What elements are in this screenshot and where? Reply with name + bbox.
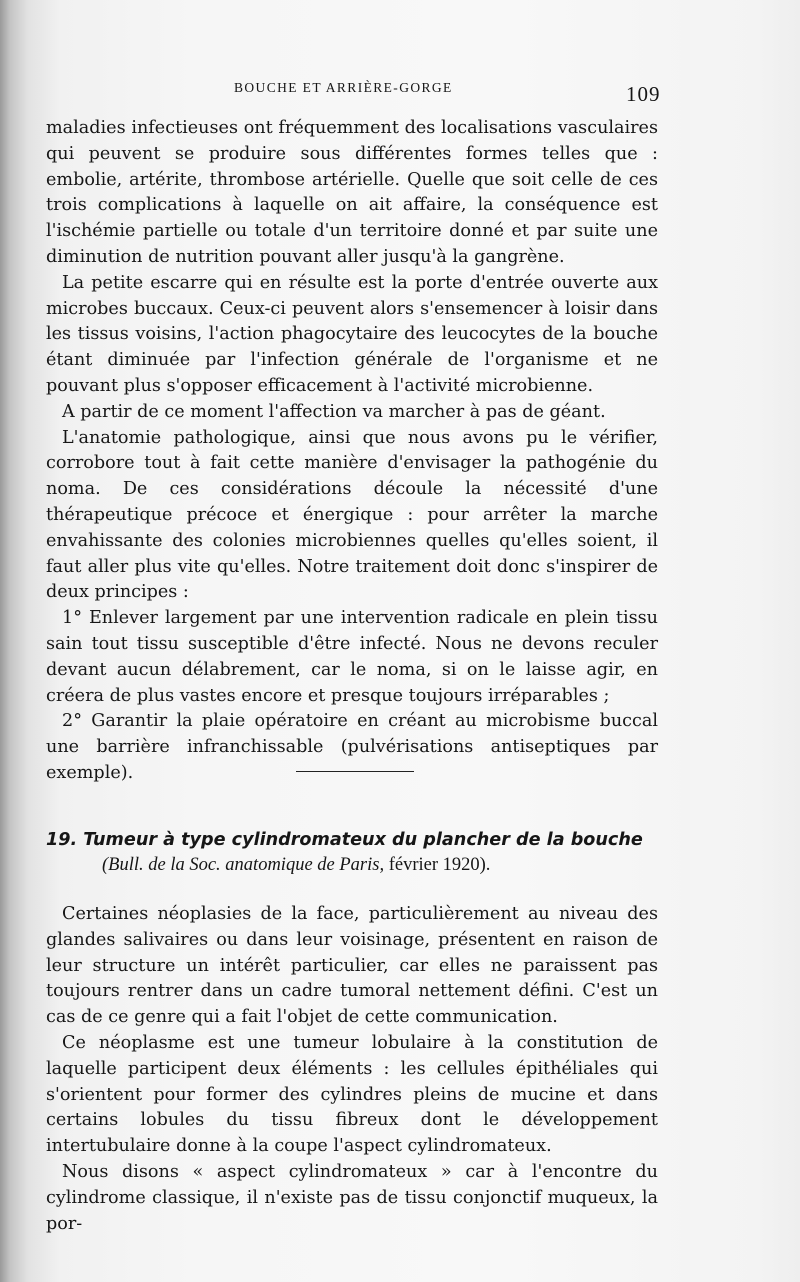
reference-journal: (Bull. de la Soc. anatomique de Paris, <box>102 855 385 875</box>
paragraph: La petite escarre qui en résulte est la porte d'entrée ouverte aux microbes buccaux. Ceux-ci peuvent alors s'ensemencer à loisir dans les tissus voisins, l'action phagocytaire des leucocytes de la bouche étant diminuée par l'infection générale de l'organisme et ne pouvant plus s'opposer efficacement à l'activité microbienne. <box>46 272 658 396</box>
paragraph: 1° Enlever largement par une intervention radicale en plein tissu sain tout tissu susceptible d'être infecté. Nous ne devons reculer devant aucun délabrement, car le noma, si on le laisse agir, en créera de plus vastes encore et presque toujours irréparables ; <box>46 608 658 706</box>
section-divider <box>296 771 414 772</box>
paragraph: A partir de ce moment l'affection va marcher à pas de géant. <box>62 401 606 422</box>
paragraph: maladies infectieuses ont fréquemment des localisations vasculaires qui peuvent se produire sous différentes formes telles que : embolie, artérite, thrombose artérielle. Quelle que soit celle de ces trois complications à laquelle on ait affaire, la conséquence est l'ischémie partielle ou totale d'un territoire donné et par suite une diminution de nutrition pouvant aller jusqu'à la gangrène. <box>46 118 658 267</box>
text-block-1 <box>46 116 658 787</box>
paragraph: Nous disons « aspect cylindromateux » car à l'encontre du cylindrome classique, il n'existe pas de tissu conjonctif muqueux, la por- <box>46 1161 658 1234</box>
paragraph: Ce néoplasme est une tumeur lobulaire à la constitution de laquelle participent deux éléments : les cellules épithéliales qui s'orientent pour former des cylindres pleins de mucine et dans certains lobules du tissu fibreux dont le développement intertubulaire donne à la coupe l'aspect cylindromateux. <box>46 1032 658 1157</box>
section-reference <box>102 853 662 877</box>
page-number: 109 <box>626 82 661 106</box>
running-title: BOUCHE ET ARRIÈRE-GORGE <box>234 80 453 95</box>
paragraph: L'anatomie pathologique, ainsi que nous avons pu le vérifier, corrobore tout à fait cette manière d'envisager la pathogénie du noma. De ces considérations découle la nécessité d'une thérapeutique précoce et énergique : pour arrêter la marche envahissante des colonies microbiennes quelles qu'elles soient, il faut aller plus vite qu'elles. Notre traitement doit donc s'inspirer de deux principes : <box>46 427 658 603</box>
text-block-2 <box>46 902 658 1237</box>
reference-date: février 1920). <box>388 855 491 875</box>
paragraph: 2° Garantir la plaie opératoire en créant au microbisme buccal une barrière infranchissable (pulvérisations antiseptiques par exemple). <box>46 711 658 783</box>
paragraph: Certaines néoplasies de la face, particulièrement au niveau des glandes salivaires ou dans leur voisinage, présentent en raison de leur structure un intérêt particulier, car elles ne paraissent pas toujours rentrer dans un cadre tumoral nettement défini. C'est un cas de ce genre qui a fait l'objet de cette communication. <box>46 904 658 1028</box>
section-title: 19. Tumeur à type cylindromateux du plancher de la bouche <box>46 830 643 850</box>
